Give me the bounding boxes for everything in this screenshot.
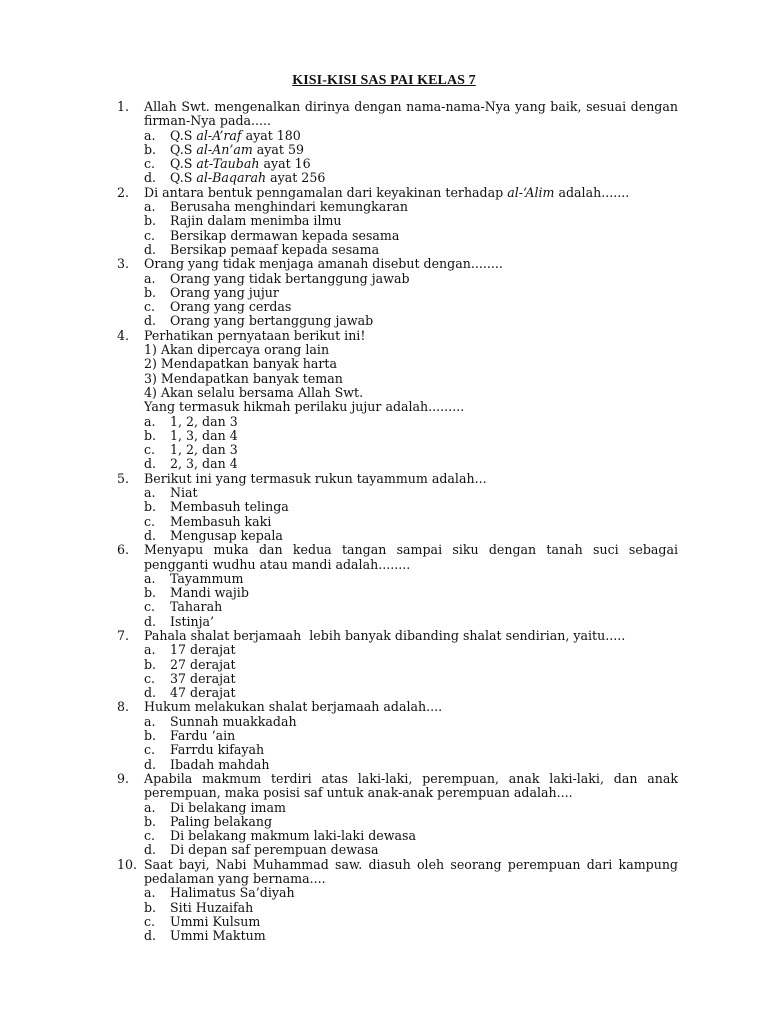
question-text: Menyapu muka dan kedua tangan sampai siku dengan tanah suci sebagai pengganti wudhu atau mandi adalah........ <box>144 542 678 572</box>
option-a <box>144 200 678 214</box>
option-text: 2, 3, dan 4 <box>170 456 238 472</box>
option-letter: c. <box>144 599 156 615</box>
option-d <box>144 758 678 772</box>
option-d <box>144 686 678 700</box>
option-letter: b. <box>144 141 157 157</box>
question-number: 6. <box>117 542 130 558</box>
option-text: Orang yang bertanggung jawab <box>170 313 374 329</box>
question-text: Pahala shalat berjamaah lebih banyak dibanding shalat sendirian, yaitu..... <box>144 627 626 643</box>
question-number: 1. <box>117 99 130 114</box>
option-letter: d. <box>144 928 157 944</box>
option-c <box>144 443 678 457</box>
question-number: 10. <box>117 856 138 872</box>
question-prompt: Yang termasuk hikmah perilaku jujur adalah......... <box>144 399 465 415</box>
option-c <box>144 743 678 757</box>
option-letter: b. <box>144 656 157 672</box>
option-text: Ibadah mahdah <box>170 756 270 772</box>
option-letter: a. <box>144 713 156 729</box>
question-text: Allah Swt. mengenalkan dirinya dengan nama-nama-Nya yang baik, sesuai dengan firman-Nya pada..... <box>144 99 678 129</box>
option-c <box>144 157 678 171</box>
question-9 <box>117 772 678 858</box>
option-b <box>144 586 678 600</box>
option-d <box>144 529 678 543</box>
option-letter: d. <box>144 456 157 472</box>
option-c <box>144 600 678 614</box>
question-text: Hukum melakukan shalat berjamaah adalah.... <box>144 699 443 715</box>
option-letter: d. <box>144 527 157 543</box>
option-letter: c. <box>144 742 156 758</box>
option-c <box>144 829 678 843</box>
option-letter: d. <box>144 756 157 772</box>
option-text: Fardu ‘ain <box>170 728 236 744</box>
question-text: Saat bayi, Nabi Muhammad saw. diasuh oleh seorang perempuan dari kampung pedalaman yang bernama.... <box>144 856 678 887</box>
option-b <box>144 286 678 300</box>
question-4 <box>117 329 678 472</box>
question-text: Perhatikan pernyataan berikut ini! <box>144 327 366 343</box>
option-text: Siti Huzaifah <box>170 899 254 915</box>
option-text: Sunnah muakkadah <box>170 713 297 729</box>
option-b <box>144 143 678 157</box>
option-b <box>144 815 678 829</box>
option-text: Di belakang makmum laki-laki dewasa <box>170 828 416 844</box>
statement-line: 4) Akan selalu bersama Allah Swt. <box>144 384 364 400</box>
option-letter: b. <box>144 499 157 515</box>
question-text: Orang yang tidak menjaga amanah disebut dengan........ <box>144 256 503 272</box>
option-letter: c. <box>144 670 156 686</box>
question-5 <box>117 472 678 543</box>
option-letter: a. <box>144 413 156 429</box>
option-letter: a. <box>144 127 156 143</box>
option-text: 27 derajat <box>170 656 236 672</box>
option-text: Orang yang jujur <box>170 284 279 300</box>
option-letter: b. <box>144 585 157 601</box>
question-list <box>117 100 678 944</box>
option-a <box>144 643 678 657</box>
option-letter: a. <box>144 270 156 286</box>
question-text: Apabila makmum terdiri atas laki-laki, perempuan, anak laki-laki, dan anak perempuan, maka posisi saf untuk anak-anak perempuan adalah.... <box>144 770 678 801</box>
option-letter: d. <box>144 842 157 858</box>
question-number: 7. <box>117 627 130 643</box>
option-text: Mandi wajib <box>170 585 249 601</box>
question-2 <box>117 186 678 257</box>
option-text: Di depan saf perempuan dewasa <box>170 842 379 858</box>
option-letter: a. <box>144 642 156 658</box>
option-text: Niat <box>170 485 198 501</box>
option-letter: a. <box>144 799 156 815</box>
option-letter: c. <box>144 442 156 458</box>
option-d <box>144 314 678 328</box>
option-b <box>144 429 678 443</box>
question-10 <box>117 858 678 944</box>
question-text: Di antara bentuk penngamalan dari keyakinan terhadap al-‘Alim adalah....... <box>144 184 630 200</box>
option-a <box>144 801 678 815</box>
option-a <box>144 415 678 429</box>
option-letter: b. <box>144 213 157 229</box>
option-text: Membasuh telinga <box>170 499 289 515</box>
option-text: Paling belakang <box>170 813 273 829</box>
option-letter: c. <box>144 156 156 172</box>
question-7 <box>117 629 678 700</box>
question-number: 8. <box>117 699 130 715</box>
option-letter: a. <box>144 885 156 901</box>
option-letter: c. <box>144 913 156 929</box>
option-text: Di belakang imam <box>170 799 286 815</box>
option-d <box>144 929 678 943</box>
option-text: 1, 2, dan 3 <box>170 442 238 458</box>
option-letter: d. <box>144 170 157 186</box>
option-letter: a. <box>144 485 156 501</box>
option-a <box>144 486 678 500</box>
option-text: Tayammum <box>170 570 244 586</box>
option-a <box>144 572 678 586</box>
option-text: Halimatus Sa’diyah <box>170 885 295 901</box>
option-text: Q.S al-An’am ayat 59 <box>170 141 305 157</box>
option-text: Farrdu kifayah <box>170 742 265 758</box>
question-number: 9. <box>117 770 130 786</box>
statement-line: 2) Mendapatkan banyak harta <box>144 356 337 372</box>
question-6 <box>117 543 678 629</box>
question-number: 2. <box>117 184 130 200</box>
question-number: 5. <box>117 470 130 486</box>
option-letter: a. <box>144 570 156 586</box>
option-letter: c. <box>144 227 156 243</box>
option-b <box>144 658 678 672</box>
question-text: Berikut ini yang termasuk rukun tayammum adalah... <box>144 470 487 486</box>
option-text: Bersikap pemaaf kepada sesama <box>170 241 380 257</box>
option-c <box>144 229 678 243</box>
option-letter: b. <box>144 813 157 829</box>
option-c <box>144 915 678 929</box>
option-letter: c. <box>144 299 156 315</box>
option-text: 47 derajat <box>170 685 236 701</box>
option-letter: d. <box>144 313 157 329</box>
statement-list <box>144 343 678 414</box>
option-letter: c. <box>144 513 156 529</box>
option-text: 1, 3, dan 4 <box>170 427 238 443</box>
option-text: Ummi Maktum <box>170 928 266 944</box>
option-a <box>144 272 678 286</box>
option-letter: b. <box>144 728 157 744</box>
option-b <box>144 214 678 228</box>
option-b <box>144 500 678 514</box>
question-number: 3. <box>117 256 130 272</box>
option-a <box>144 715 678 729</box>
option-a <box>144 886 678 900</box>
option-text: 37 derajat <box>170 670 236 686</box>
option-text: Istinja’ <box>170 613 215 629</box>
option-text: Mengusap kepala <box>170 527 283 543</box>
option-letter: d. <box>144 613 157 629</box>
statement-line: 1) Akan dipercaya orang lain <box>144 342 330 358</box>
option-c <box>144 515 678 529</box>
option-text: Rajin dalam menimba ilmu <box>170 213 342 229</box>
question-1 <box>117 100 678 186</box>
option-text: Q.S at-Taubah ayat 16 <box>170 156 311 172</box>
option-d <box>144 615 678 629</box>
option-text: Bersikap dermawan kepada sesama <box>170 227 400 243</box>
option-d <box>144 843 678 857</box>
option-c <box>144 672 678 686</box>
option-letter: b. <box>144 427 157 443</box>
option-letter: c. <box>144 828 156 844</box>
statement-line: 3) Mendapatkan banyak teman <box>144 370 343 386</box>
question-3 <box>117 257 678 328</box>
option-c <box>144 300 678 314</box>
question-number: 4. <box>117 327 130 343</box>
option-a <box>144 129 678 143</box>
option-b <box>144 901 678 915</box>
option-text: 17 derajat <box>170 642 236 658</box>
option-d <box>144 171 678 185</box>
option-letter: d. <box>144 685 157 701</box>
option-text: Berusaha menghindari kemungkaran <box>170 199 408 215</box>
option-text: Q.S al-Baqarah ayat 256 <box>170 170 326 186</box>
option-letter: b. <box>144 899 157 915</box>
option-d <box>144 243 678 257</box>
option-letter: d. <box>144 241 157 257</box>
option-b <box>144 729 678 743</box>
option-text: Ummi Kulsum <box>170 913 261 929</box>
document-title: KISI-KISI SAS PAI KELAS 7 <box>292 73 476 88</box>
option-d <box>144 457 678 471</box>
option-letter: a. <box>144 199 156 215</box>
option-text: Membasuh kaki <box>170 513 272 529</box>
option-letter: b. <box>144 284 157 300</box>
option-text: Taharah <box>170 599 223 615</box>
option-text: Orang yang tidak bertanggung jawab <box>170 270 410 286</box>
question-8 <box>117 700 678 771</box>
option-text: Orang yang cerdas <box>170 299 292 315</box>
option-text: Q.S al-A’raf ayat 180 <box>170 127 301 143</box>
option-text: 1, 2, dan 3 <box>170 413 238 429</box>
